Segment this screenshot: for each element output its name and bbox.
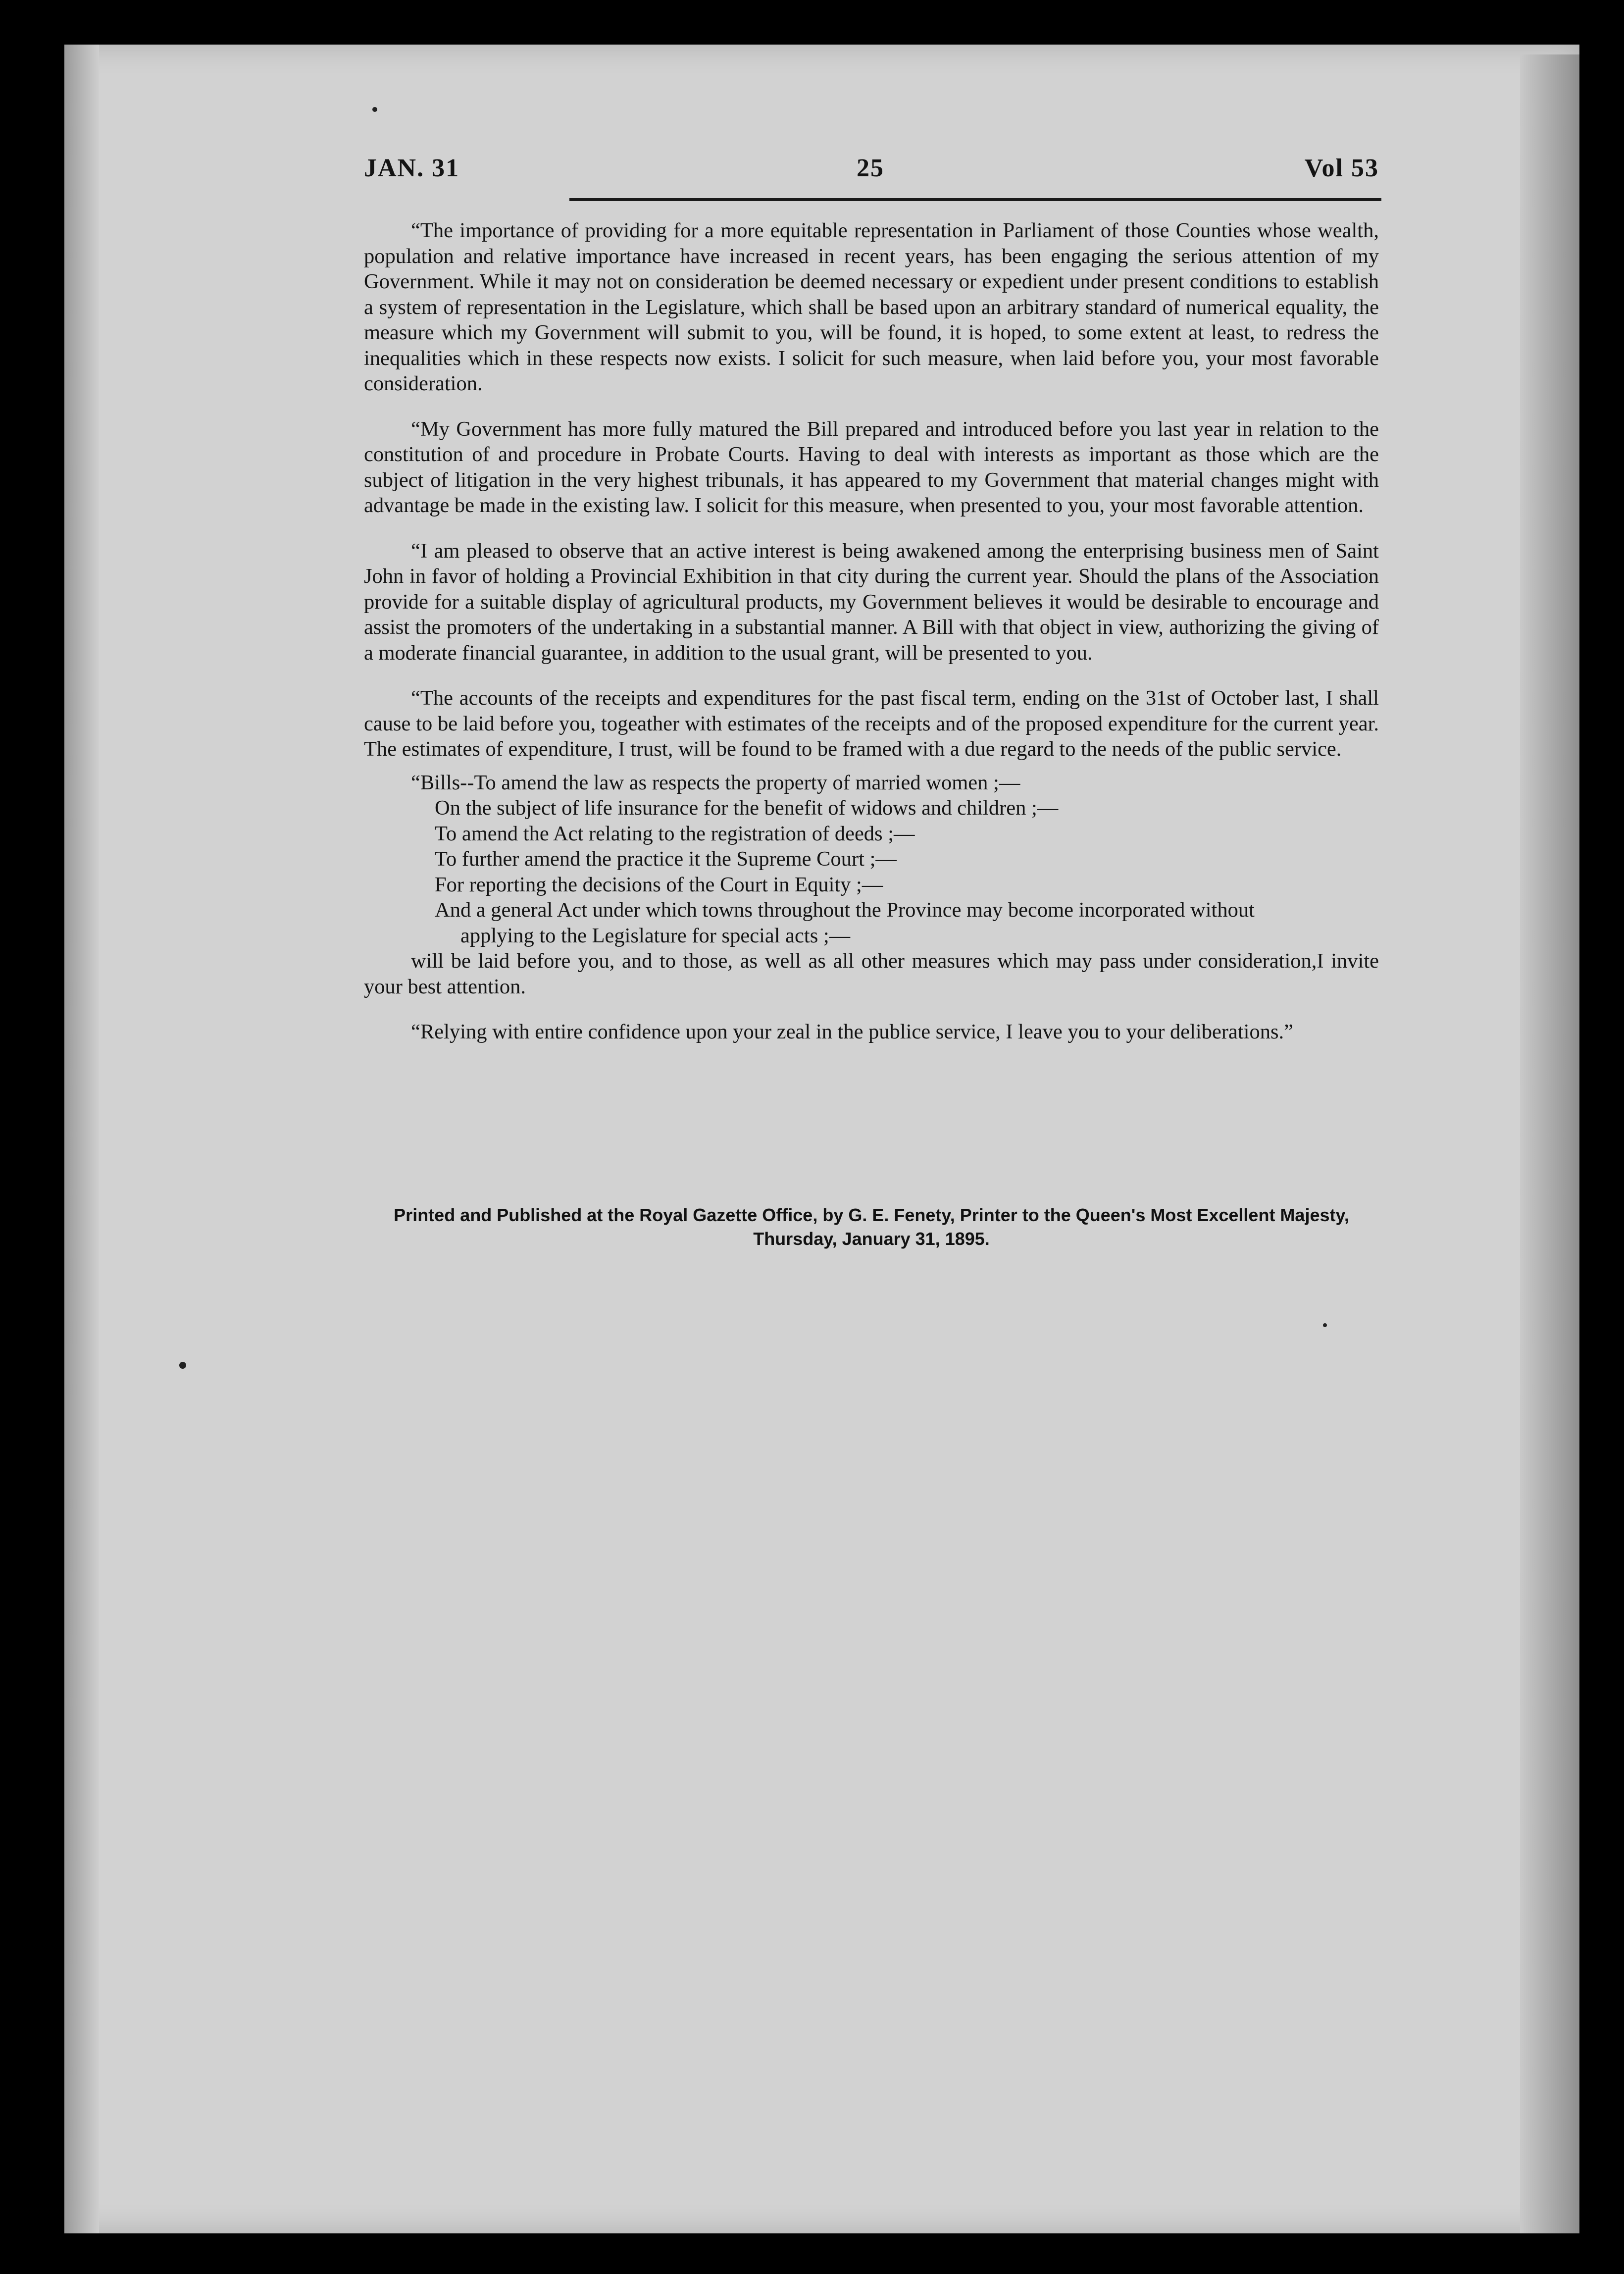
- header-volume: Vol 53: [1304, 154, 1379, 182]
- imprint-line-1: Printed and Published at the Royal Gazette Office, by G. E. Fenety, Printer to the Queen's Most Excellent Majesty,: [394, 1205, 1349, 1225]
- paragraph-representation: “The importance of providing for a more equitable representation in Parliament of those Counties whose wealth, population and relative importance have increased in recent years, has been engaging the serious attention of my Government. While it may not on consideration be deemed necessary or expedient under present conditions to establish a system of representation in the Legislature, which shall be based upon an arbitrary standard of numerical equality, the measure which my Government will submit to you, will be found, it is hoped, to some extent at least, to redress the inequalities which in these respects now exists. I solicit for such measure, when laid before you, your most favorable consideration.: [364, 219, 1379, 395]
- header-date: JAN. 31: [364, 154, 460, 182]
- header-page-number: 25: [857, 154, 884, 182]
- speech-body: [364, 218, 1379, 1045]
- bill-item: To further amend the practice it the Supreme Court ;—: [435, 847, 897, 871]
- ink-speck: [179, 1362, 186, 1369]
- paragraph-exhibition: “I am pleased to observe that an active interest is being awakened among the enterprising business men of Saint John in favor of holding a Provincial Exhibition in that city during the current year. Should the plans of the Association provide for a suitable display of agricultural products, my Government believes it would be desirable to encourage and assist the promoters of the undertaking in a substantial manner. A Bill with that object in view, authorizing the giving of a moderate financial guarantee, in addition to the usual grant, will be presented to you.: [364, 539, 1379, 665]
- paragraph-accounts: “The accounts of the receipts and expenditures for the past fiscal term, ending on the 31st of October last, I shall cause to be laid before you, togeather with estimates of the receipts and of the proposed expenditure for the current year. The estimates of expenditure, I trust, will be found to be framed with a due regard to the needs of the public service.: [364, 686, 1379, 761]
- imprint: [364, 1203, 1379, 1251]
- ink-speck: [372, 107, 377, 112]
- ink-speck: [1323, 1323, 1327, 1327]
- bill-item: For reporting the decisions of the Court in Equity ;—: [435, 873, 883, 896]
- bill-item-continuation: applying to the Legislature for special acts ;—: [460, 924, 851, 947]
- bill-item: On the subject of life insurance for the benefit of widows and children ;—: [435, 796, 1059, 820]
- bill-item: To amend the Act relating to the registration of deeds ;—: [435, 822, 915, 845]
- imprint-line-2: Thursday, January 31, 1895.: [753, 1229, 990, 1249]
- bills-closing: will be laid before you, and to those, as well as all other measures which may pass under consideration,I invite your best attention.: [364, 949, 1379, 998]
- page-header: [364, 149, 1379, 203]
- page-edge-left: [64, 45, 99, 2233]
- bills-lead: “Bills--To amend the law as respects the property of married women ;—: [411, 771, 1020, 794]
- page-edge-right: [1520, 54, 1579, 2233]
- header-rule: [569, 198, 1381, 201]
- bills-list: [364, 770, 1379, 1000]
- paragraph-probate-courts: “My Government has more fully matured the Bill prepared and introduced before you last year in relation to the constitution of and procedure in Probate Courts. Having to deal with interests as important as those which are the subject of litigation in the very highest tribunals, it has appeared to my Government that material changes might with advantage be made in the existing law. I solicit for this measure, when presented to you, your most favorable attention.: [364, 417, 1379, 517]
- bill-item: And a general Act under which towns throughout the Province may become incorporated without: [435, 898, 1255, 922]
- paragraph-closing: “Relying with entire confidence upon your zeal in the publice service, I leave you to your deliberations.”: [411, 1020, 1294, 1043]
